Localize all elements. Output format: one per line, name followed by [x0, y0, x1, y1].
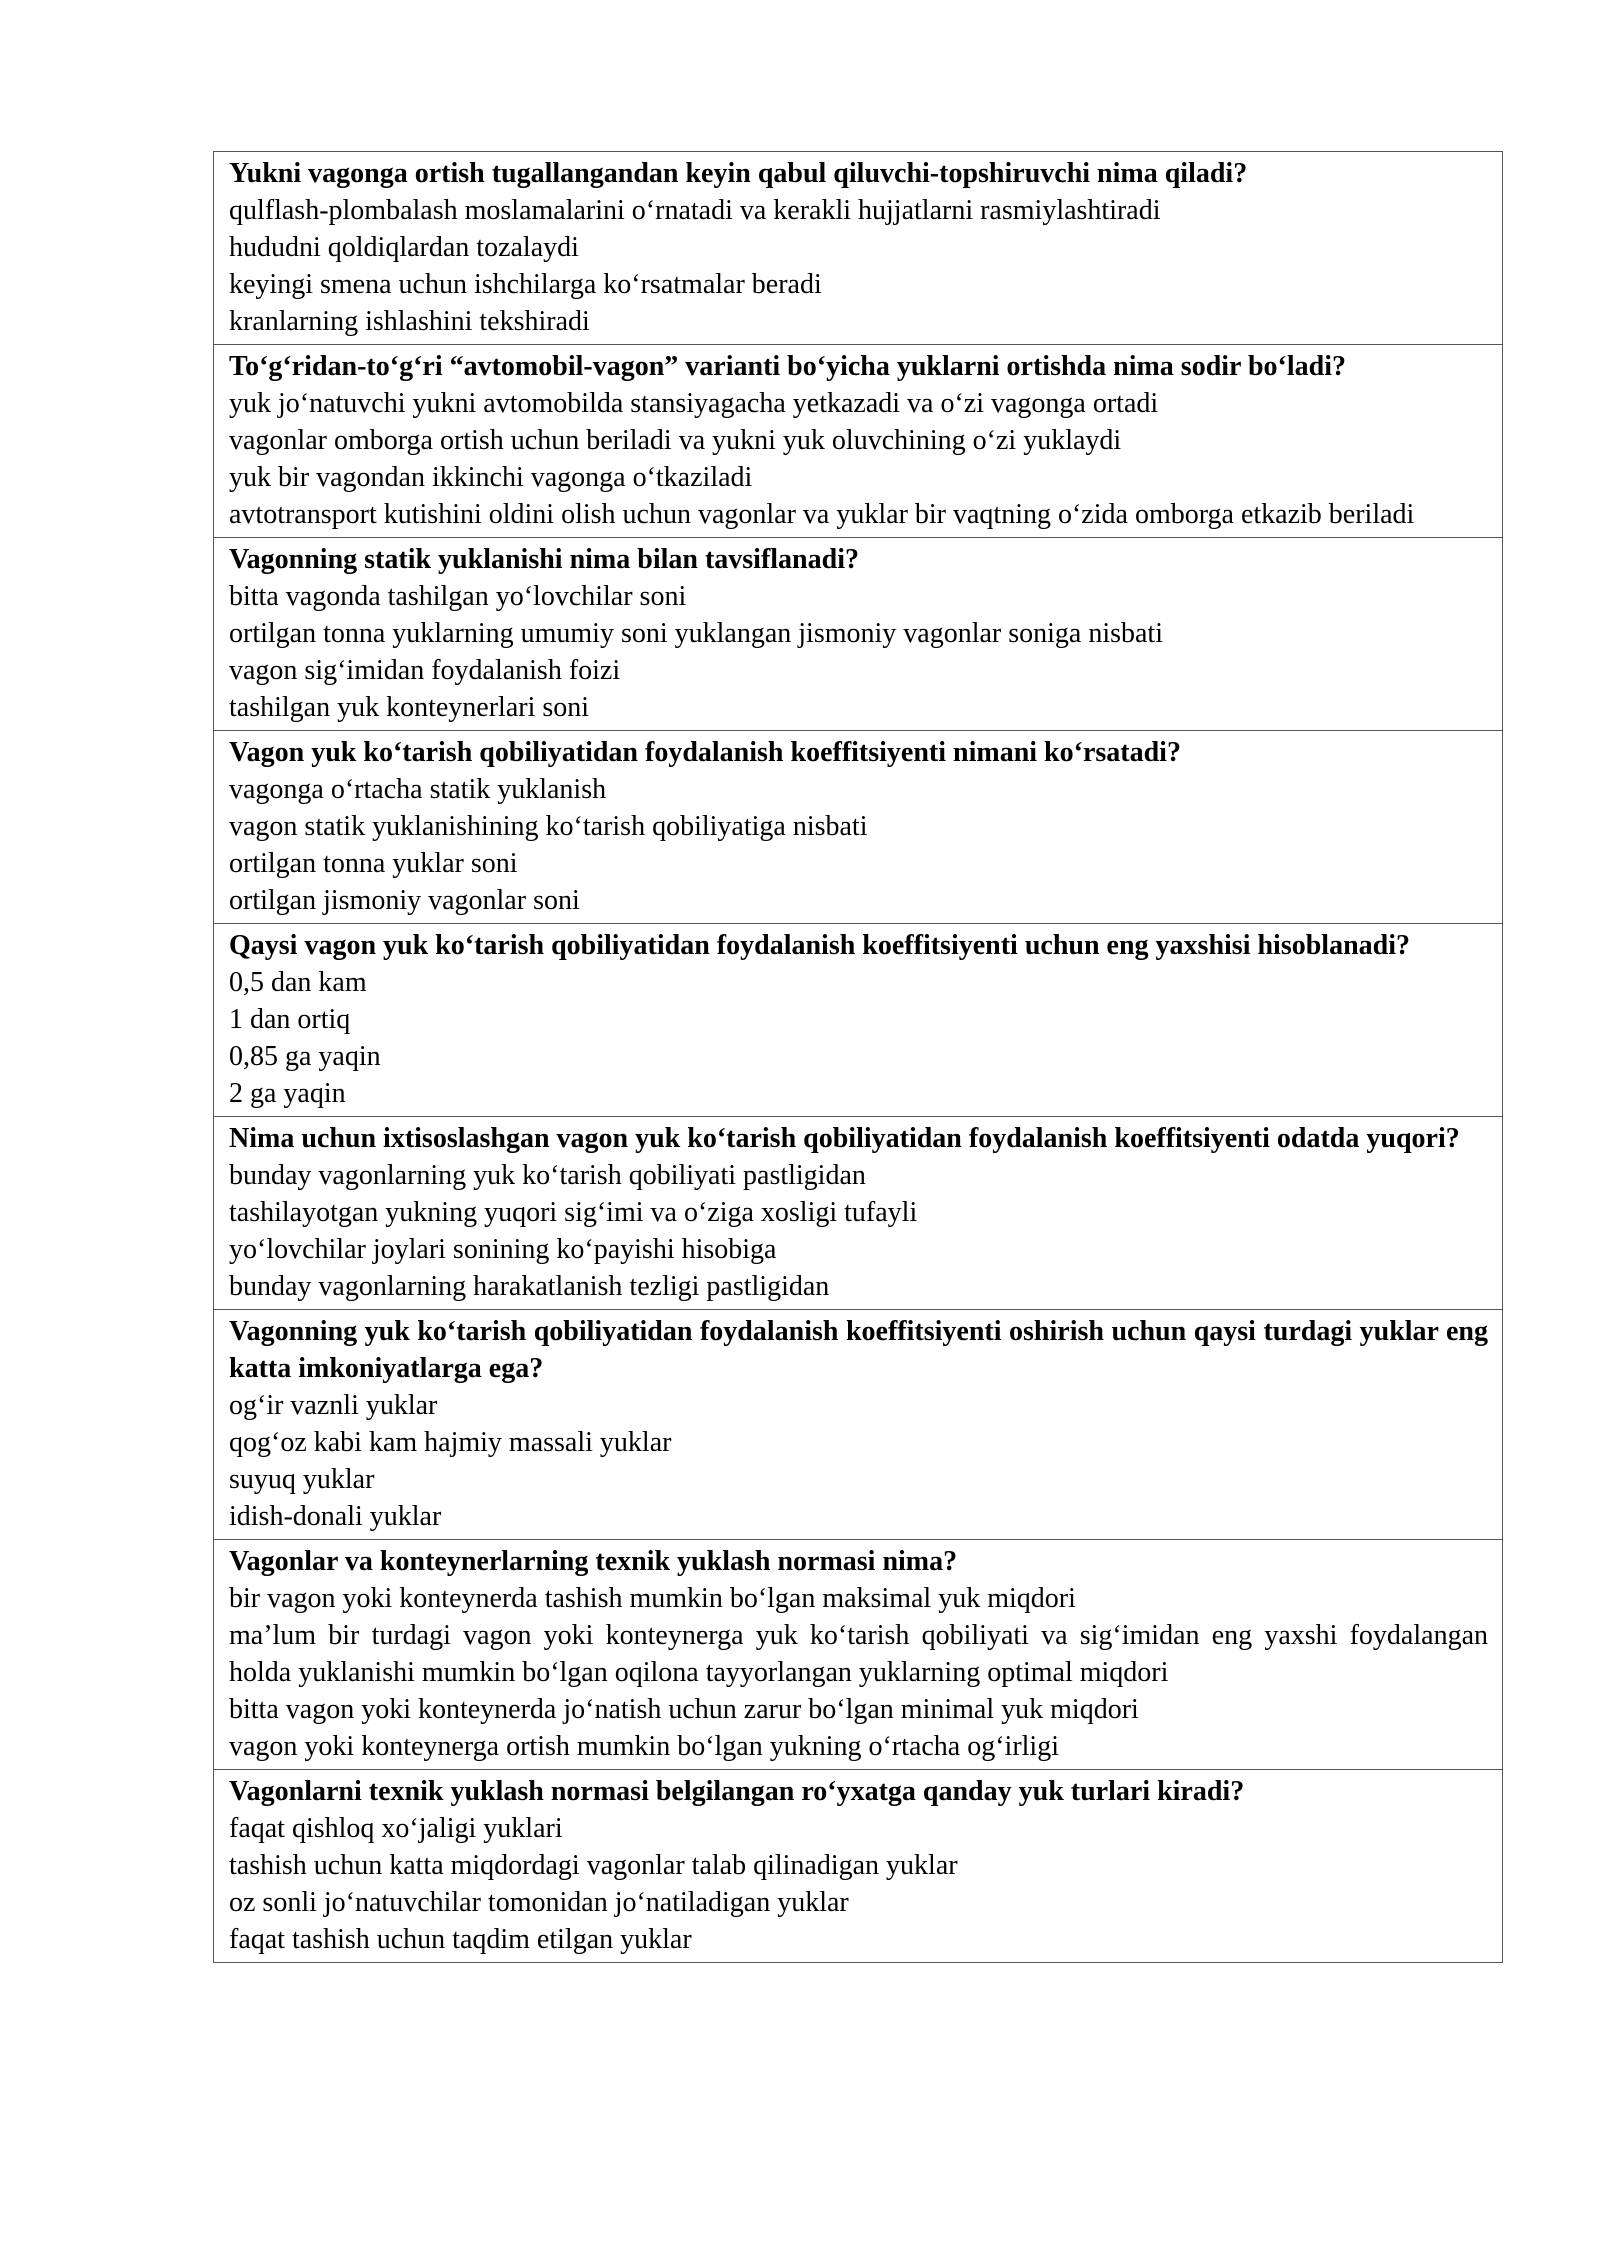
answer-option: bir vagon yoki konteynerda tashish mumkin bo‘lgan maksimal yuk miqdori	[229, 1583, 1076, 1614]
quiz-table-body	[214, 152, 1503, 1963]
answer-option: suyuq yuklar	[229, 1464, 375, 1495]
question-row	[214, 538, 1503, 731]
question-cell	[214, 152, 1503, 345]
answer-option: vagon statik yuklanishining ko‘tarish qobiliyatiga nisbati	[229, 811, 868, 842]
answer-option: ortilgan tonna yuklarning umumiy soni yuklangan jismoniy vagonlar soniga nisbati	[229, 618, 1163, 649]
question-text: Vagonlarni texnik yuklash normasi belgilangan ro‘yxatga qanday yuk turlari kiradi?	[229, 1776, 1245, 1807]
answer-option: bitta vagon yoki konteynerda jo‘natish uchun zarur bo‘lgan minimal yuk miqdori	[229, 1694, 1139, 1725]
answer-option: bunday vagonlarning yuk ko‘tarish qobiliyati pastligidan	[229, 1160, 866, 1191]
answer-option: tashish uchun katta miqdordagi vagonlar talab qilinadigan yuklar	[229, 1850, 958, 1881]
question-cell	[214, 924, 1503, 1117]
answer-option: bunday vagonlarning harakatlanish tezligi pastligidan	[229, 1271, 830, 1302]
question-text: Nima uchun ixtisoslashgan vagon yuk ko‘tarish qobiliyatidan foydalanish koeffitsiyenti odatda yuqori?	[229, 1123, 1460, 1154]
answer-option: yuk bir vagondan ikkinchi vagonga o‘tkaziladi	[229, 462, 753, 493]
question-row	[214, 1540, 1503, 1770]
answer-option: hududni qoldiqlardan tozalaydi	[229, 232, 579, 263]
answer-option: 2 ga yaqin	[229, 1078, 346, 1109]
question-cell	[214, 731, 1503, 924]
answer-option: vagonga o‘rtacha statik yuklanish	[229, 774, 607, 805]
answer-option: bitta vagonda tashilgan yo‘lovchilar soni	[229, 581, 687, 612]
question-row	[214, 924, 1503, 1117]
answer-option: qulflash-plombalash moslamalarini o‘rnatadi va kerakli hujjatlarni rasmiylashtiradi	[229, 195, 1161, 226]
question-text: Vagonning yuk ko‘tarish qobiliyatidan foydalanish koeffitsiyenti oshirish uchun qaysi turdagi yuklar eng katta imkoniyatlarga ega?	[229, 1316, 1488, 1384]
question-cell	[214, 1310, 1503, 1540]
answer-option: tashilayotgan yukning yuqori sig‘imi va o‘ziga xosligi tufayli	[229, 1197, 918, 1228]
answer-option: idish-donali yuklar	[229, 1501, 442, 1532]
question-cell	[214, 1117, 1503, 1310]
question-cell	[214, 1770, 1503, 1963]
question-cell	[214, 345, 1503, 538]
answer-option: vagonlar omborga ortish uchun beriladi va yukni yuk oluvchining o‘zi yuklaydi	[229, 425, 1122, 456]
answer-option: faqat tashish uchun taqdim etilgan yuklar	[229, 1924, 692, 1955]
question-text: Vagon yuk ko‘tarish qobiliyatidan foydalanish koeffitsiyenti nimani ko‘rsatadi?	[229, 737, 1181, 768]
answer-option: kranlarning ishlashini tekshiradi	[229, 306, 590, 337]
answer-option: 0,85 ga yaqin	[229, 1041, 381, 1072]
question-text: Vagonlar va konteynerlarning texnik yuklash normasi nima?	[229, 1546, 958, 1577]
answer-option: oz sonli jo‘natuvchilar tomonidan jo‘natiladigan yuklar	[229, 1887, 849, 1918]
answer-option: qog‘oz kabi kam hajmiy massali yuklar	[229, 1427, 672, 1458]
answer-option: yo‘lovchilar joylari sonining ko‘payishi hisobiga	[229, 1234, 777, 1265]
question-row	[214, 1770, 1503, 1963]
answer-option: og‘ir vaznli yuklar	[229, 1390, 438, 1421]
answer-option: keyingi smena uchun ishchilarga ko‘rsatmalar beradi	[229, 269, 822, 300]
question-row	[214, 731, 1503, 924]
answer-option: ma’lum bir turdagi vagon yoki konteynerga yuk ko‘tarish qobiliyati va sig‘imidan eng yaxshi foydalangan holda yuklanishi mumkin bo‘lgan oqilona tayyorlangan yuklarning optimal miqdori	[229, 1620, 1488, 1688]
answer-option: ortilgan tonna yuklar soni	[229, 848, 518, 879]
question-row	[214, 1310, 1503, 1540]
question-row	[214, 152, 1503, 345]
quiz-table	[213, 151, 1503, 1963]
question-row	[214, 1117, 1503, 1310]
question-text: Vagonning statik yuklanishi nima bilan tavsiflanadi?	[229, 544, 859, 575]
answer-option: tashilgan yuk konteynerlari soni	[229, 692, 590, 723]
answer-option: avtotransport kutishini oldini olish uchun vagonlar va yuklar bir vaqtning o‘zida omborga etkazib beriladi	[229, 499, 1415, 530]
answer-option: 0,5 dan kam	[229, 967, 367, 998]
answer-option: 1 dan ortiq	[229, 1004, 351, 1035]
question-text: Qaysi vagon yuk ko‘tarish qobiliyatidan foydalanish koeffitsiyenti uchun eng yaxshisi hisoblanadi?	[229, 930, 1410, 961]
answer-option: yuk jo‘natuvchi yukni avtomobilda stansiyagacha yetkazadi va o‘zi vagonga ortadi	[229, 388, 1159, 419]
question-cell	[214, 1540, 1503, 1770]
answer-option: ortilgan jismoniy vagonlar soni	[229, 885, 580, 916]
question-row	[214, 345, 1503, 538]
answer-option: faqat qishloq xo‘jaligi yuklari	[229, 1813, 563, 1844]
answer-option: vagon sig‘imidan foydalanish foizi	[229, 655, 621, 686]
question-text: To‘g‘ridan-to‘g‘ri “avtomobil-vagon” varianti bo‘yicha yuklarni ortishda nima sodir bo‘ladi?	[229, 351, 1346, 382]
question-cell	[214, 538, 1503, 731]
answer-option: vagon yoki konteynerga ortish mumkin bo‘lgan yukning o‘rtacha og‘irligi	[229, 1731, 1059, 1762]
question-text: Yukni vagonga ortish tugallangandan keyin qabul qiluvchi-topshiruvchi nima qiladi?	[229, 158, 1248, 189]
